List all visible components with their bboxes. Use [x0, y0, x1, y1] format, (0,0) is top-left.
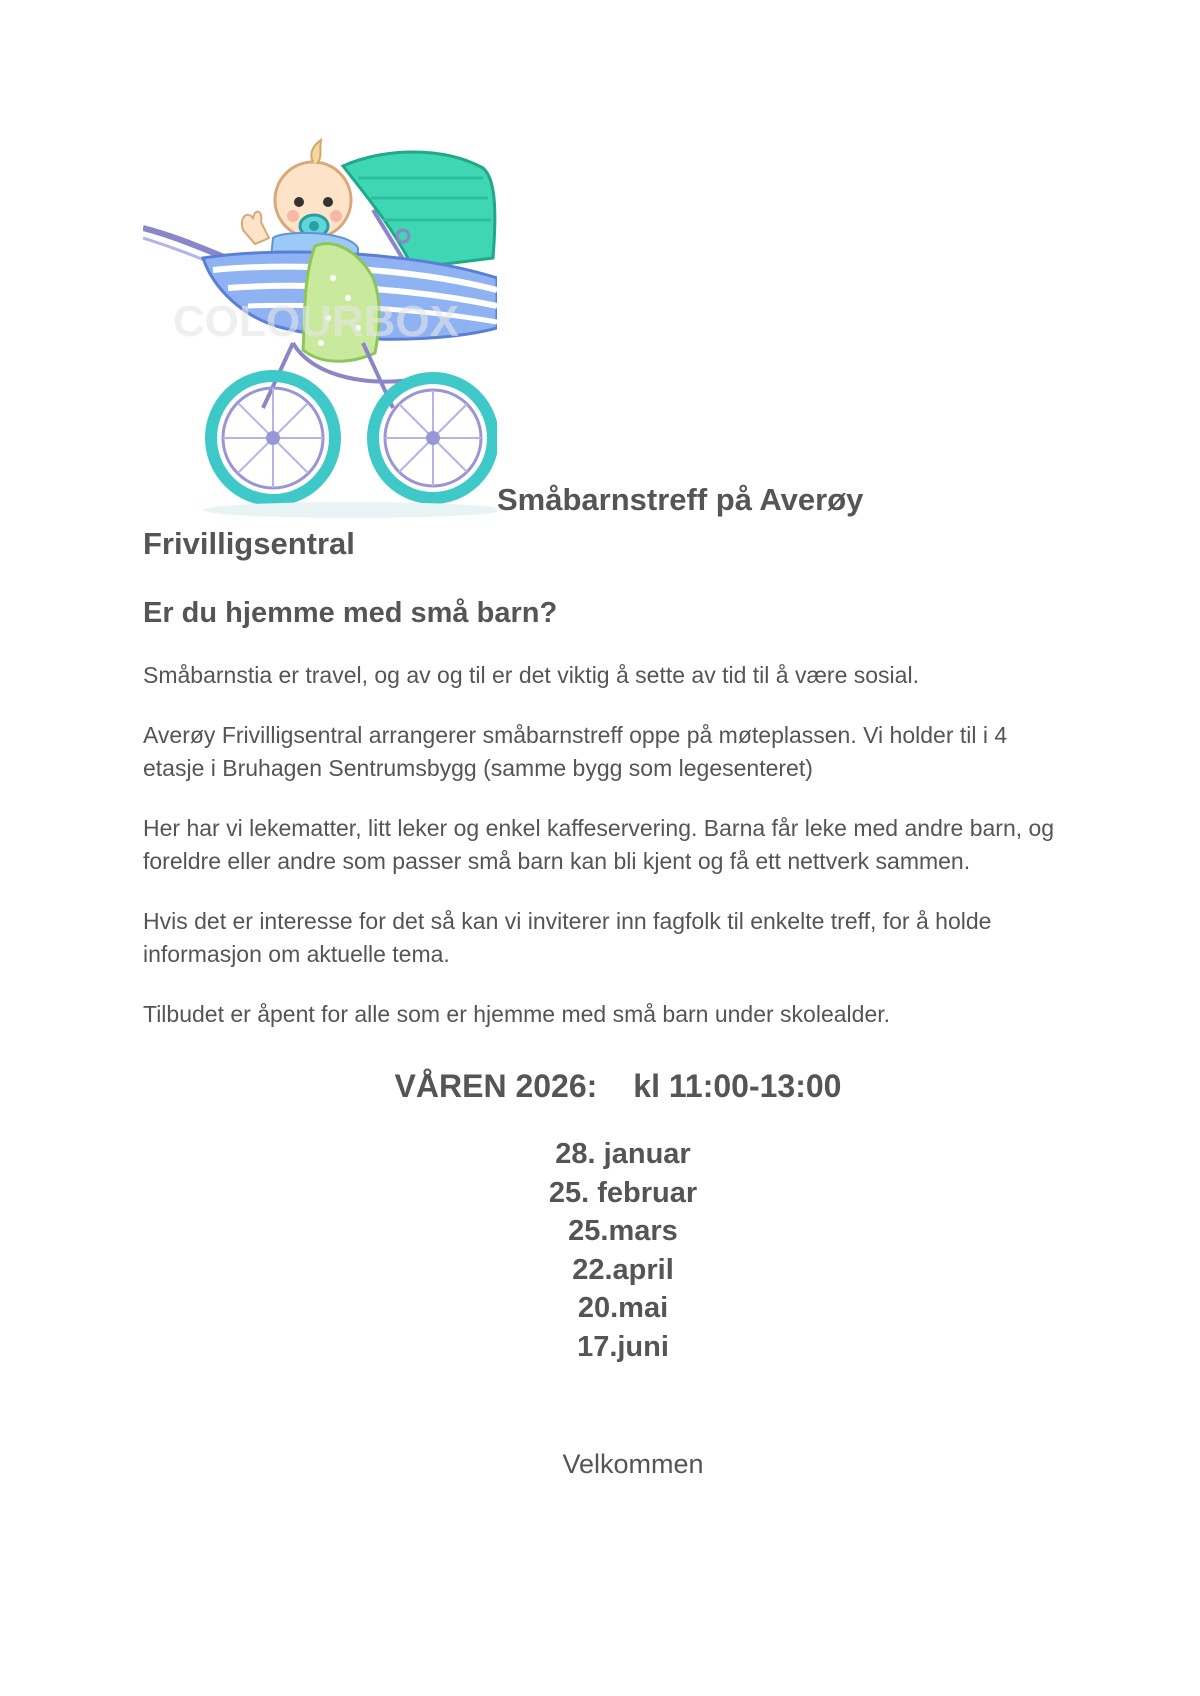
- title-block: [143, 138, 1063, 566]
- intro-paragraph: Småbarnstia er travel, og av og til er det viktig å sette av tid til å være sosial.: [143, 662, 919, 688]
- date-item: 25. februar: [548, 1176, 698, 1209]
- schedule-heading: [143, 1065, 1063, 1107]
- welcome-text: Velkommen: [562, 1448, 704, 1479]
- season-label: VÅREN 2026:: [394, 1068, 598, 1104]
- location-paragraph: Averøy Frivilligsentral arrangerer småbarnstreff oppe på møteplassen. Vi holder til i 4 etasje i Bruhagen Sentrumsbygg (samme bygg som legesenteret): [143, 722, 1008, 781]
- date-item: 22.april: [572, 1253, 674, 1286]
- page-title: Småbarnstreff på Averøy Frivilligsentral: [143, 482, 864, 561]
- date-item: 28. januar: [555, 1138, 691, 1170]
- date-list: [143, 1135, 1063, 1367]
- audience-paragraph: Tilbudet er åpent for alle som er hjemme med små barn under skolealder.: [143, 1001, 891, 1027]
- date-item: 25.mars: [568, 1215, 678, 1248]
- date-item: 20.mai: [577, 1292, 669, 1325]
- time-label: kl 11:00-13:00: [633, 1068, 842, 1104]
- intro-heading: Er du hjemme med små barn?: [143, 597, 558, 629]
- guests-paragraph: Hvis det er interesse for det så kan vi inviterer inn fagfolk til enkelte treff, for å holde informasjon om aktuelle tema.: [143, 908, 992, 967]
- date-item: 17.juni: [577, 1330, 669, 1363]
- document-page: [143, 138, 1063, 1482]
- activities-paragraph: Her har vi lekematter, litt leker og enkel kaffeservering. Barna får leke med andre barn, og foreldre eller andre som passer små barn kan bli kjent og få ett nettverk sammen.: [143, 815, 1055, 874]
- baby-stroller-illustration: [143, 138, 497, 522]
- watermark-text: COLOURBOX: [173, 297, 459, 346]
